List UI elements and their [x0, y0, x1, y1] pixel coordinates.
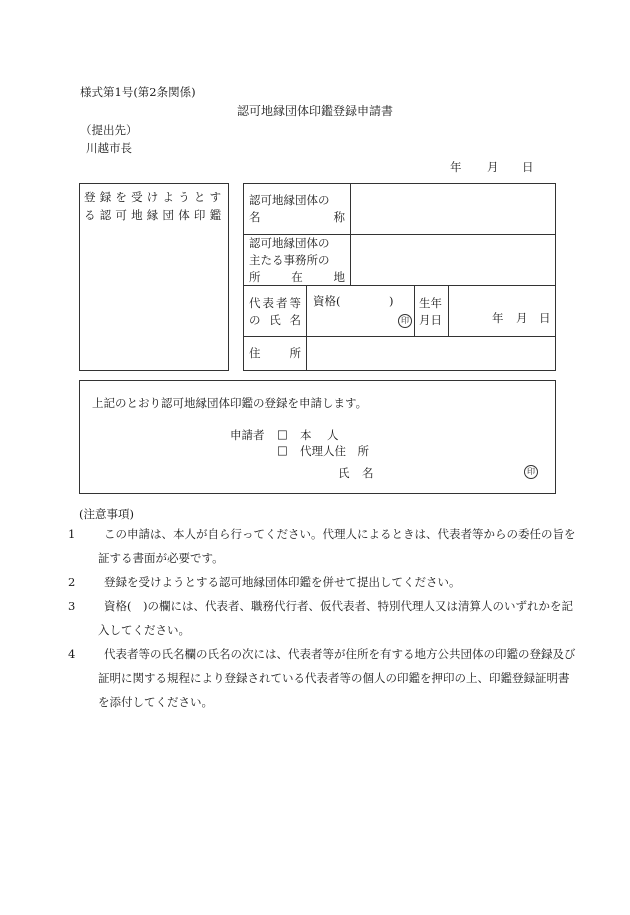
self-label-2: 人: [327, 428, 339, 442]
name-label: 認可地縁団体の 名 称: [249, 193, 345, 224]
self-checkbox[interactable]: □: [277, 427, 288, 441]
office-address-field[interactable]: [351, 235, 555, 285]
note-item: 2 登録を受けようとする認可地縁団体印鑑を併せて提出してください。: [68, 575, 461, 589]
applicant-label: 申請者: [230, 428, 265, 442]
agent-address-label: 代理人住 所: [300, 444, 369, 458]
column-divider: [414, 285, 415, 336]
qualification-close: ): [389, 294, 394, 308]
application-statement: 上記のとおり認可地縁団体印鑑の登録を申請します。: [92, 396, 368, 410]
address-field[interactable]: [307, 337, 555, 370]
birth-year: 年: [492, 311, 504, 325]
seal-impression-label: 登録を受けようとす る認可地縁団体印鑑: [84, 190, 226, 222]
form-number: 様式第1号(第2条関係): [80, 85, 196, 99]
birth-month: 月: [516, 311, 528, 325]
document-title: 認可地縁団体印鑑登録申請書: [236, 104, 393, 118]
representative-field[interactable]: [307, 286, 414, 336]
birth-label: 生年 月日: [419, 296, 442, 327]
self-label-1: 本: [300, 428, 312, 442]
qualification-label: 資格(: [313, 294, 341, 308]
date-year: 年: [450, 160, 462, 174]
recipient: 川越市長: [86, 141, 132, 155]
notes-heading: (注意事項): [79, 507, 134, 521]
birth-day: 日: [539, 311, 551, 325]
date-day: 日: [522, 160, 534, 174]
note-item: 1 この申請は、本人が自ら行ってください。代理人によるときは、代表者等からの委任の旨を証する書面が必要です。: [68, 527, 576, 565]
name-field[interactable]: [351, 184, 555, 234]
office-label: 認可地縁団体の 主たる事務所の 所 在 地: [249, 236, 345, 284]
representative-label: 代表者等 の 氏 名: [249, 296, 303, 327]
applicant-name-label-2: 名: [362, 466, 374, 480]
address-label: 住 所: [249, 346, 301, 360]
note-item: 3 資格( )の欄には、代表者、職務代行者、仮代表者、特別代理人又は清算人のいずれかを記入してください。: [68, 599, 573, 637]
birth-date-field[interactable]: [449, 286, 555, 336]
date-month: 月: [487, 160, 499, 174]
applicant-name-label-1: 氏: [338, 466, 350, 480]
applicant-seal-icon: 印: [524, 465, 538, 479]
recipient-label: （提出先）: [80, 123, 138, 137]
agent-checkbox[interactable]: □: [277, 443, 288, 457]
seal-mark-icon: 印: [398, 314, 412, 328]
note-item: 4 代表者等の氏名欄の氏名の次には、代表者等が住所を有する地方公共団体の印鑑の登録及び証明に関する規程により登録されている代表者等の個人の印鑑を押印の上、印鑑登録証明書を添付してください。: [68, 647, 576, 709]
